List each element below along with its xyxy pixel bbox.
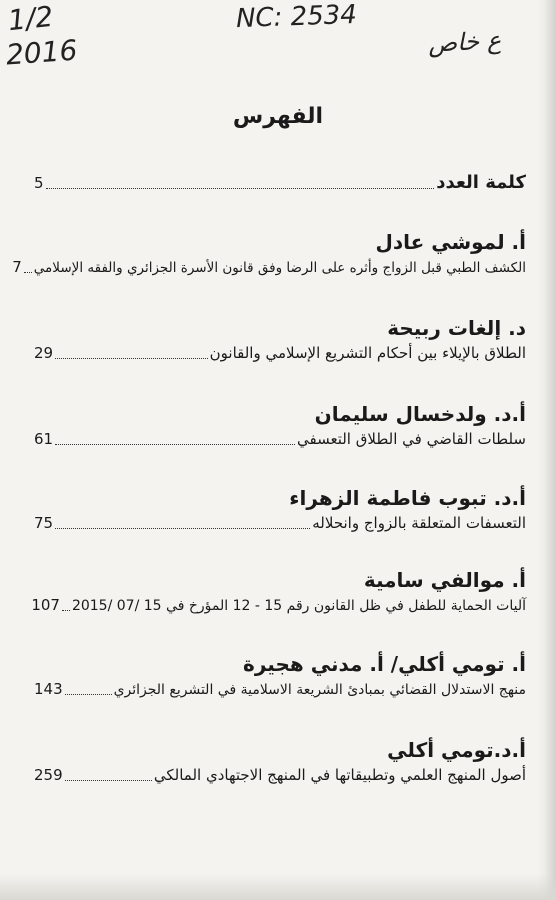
toc-entry-editorial: [34, 172, 526, 194]
page-number: 61: [34, 430, 54, 448]
toc-entry-author: أ. موالفي سامية: [363, 568, 526, 592]
leader-dots: [24, 272, 32, 273]
toc-entry-author: أ.د. ولدخسال سليمان: [314, 402, 526, 426]
toc-entry: [34, 314, 526, 364]
toc-entry: [34, 484, 526, 534]
toc-entry: [12, 228, 526, 279]
toc-line: [34, 512, 526, 534]
page-number: 107: [31, 596, 60, 614]
leader-dots: [55, 358, 208, 359]
toc-entry-author: أ. تومي أكلي/ أ. مدني هجيرة: [243, 652, 526, 676]
toc-entry-title: الكشف الطبي قبل الزواج وأثره على الرضا وفق قانون الأسرة الجزائري والفقه الإسلامي: [33, 260, 526, 276]
page-title: الفهرس: [232, 104, 324, 129]
toc-entry-author: د. إلغات ربيحة: [387, 316, 526, 340]
toc-entry-title: الطلاق بالإيلاء بين أحكام التشريع الإسلامي والقانون: [209, 344, 526, 362]
toc-entry-author: أ.د.تومي أكلي: [387, 738, 526, 762]
page-number: 259: [34, 766, 63, 784]
page-number: 75: [34, 514, 54, 532]
page-number: 5: [34, 174, 44, 192]
toc-entry-title: التعسفات المتعلقة بالزواج وانحلاله: [312, 514, 526, 532]
toc-entry: [31, 566, 526, 617]
toc-line: [34, 678, 526, 701]
toc-line: [34, 342, 526, 364]
toc-entry: [34, 400, 526, 450]
toc-entry-title: سلطات القاضي في الطلاق التعسفي: [296, 430, 526, 448]
page-number: 7: [12, 258, 22, 276]
toc-line: [34, 764, 526, 786]
toc-line: [12, 256, 526, 279]
toc-entry-title: أصول المنهج العلمي وتطبيقاتها في المنهج الاجتهادي المالكي: [153, 766, 526, 784]
handwritten-year: 2016: [4, 33, 79, 72]
toc-entry-author: أ. لموشي عادل: [375, 230, 526, 254]
toc-entry-author: أ.د. تبوب فاطمة الزهراء: [289, 486, 526, 510]
handwritten-number: 1/2: [6, 0, 55, 38]
handwritten-code: NC: 2534: [235, 0, 358, 35]
leader-dots: [62, 610, 70, 611]
toc-entry-title: آليات الحماية للطفل في ظل القانون رقم 15 - 12 المؤرخ في 15 /07 /2015: [71, 598, 526, 614]
page-number: 29: [34, 344, 54, 362]
leader-dots: [55, 444, 295, 445]
toc-line: [34, 172, 526, 194]
toc-entry: [34, 736, 526, 786]
leader-dots: [46, 188, 435, 189]
leader-dots: [65, 694, 112, 695]
page-edge-shadow: [538, 0, 556, 900]
toc-line: [31, 594, 526, 617]
leader-dots: [65, 780, 152, 781]
toc-entry-title: كلمة العدد: [436, 172, 526, 193]
toc-entry-title: منهج الاستدلال القضائي بمبادئ الشريعة الاسلامية في التشريع الجزائري: [113, 682, 526, 698]
page-number: 143: [34, 680, 63, 698]
page-bottom-shadow: [0, 874, 556, 900]
toc-entry: [34, 650, 526, 701]
toc-line: [34, 428, 526, 450]
leader-dots: [55, 528, 310, 529]
handwritten-arabic-note: ع خاص: [427, 26, 502, 58]
